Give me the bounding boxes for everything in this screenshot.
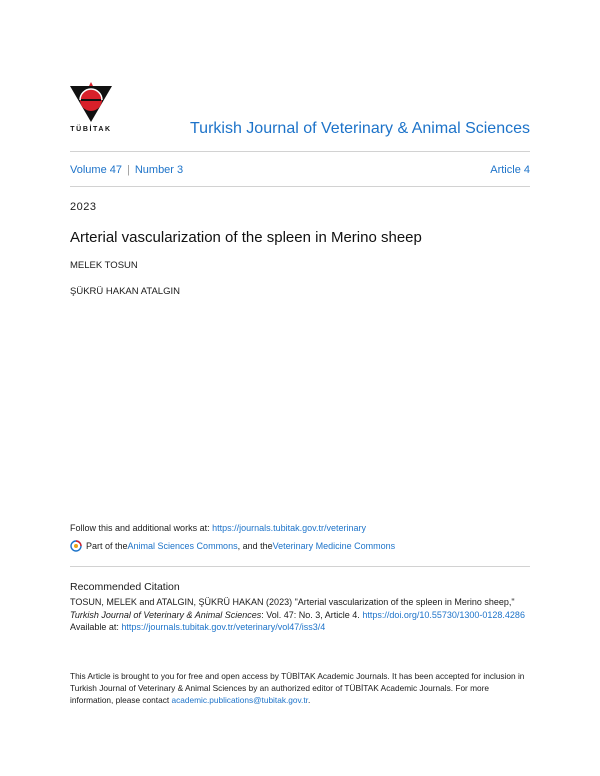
contact-email-link[interactable]: academic.publications@tubitak.gov.tr <box>171 695 308 705</box>
recommended-citation-heading: Recommended Citation <box>70 581 180 593</box>
author-2[interactable]: ŞÜKRÜ HAKAN ATALGIN <box>70 286 180 297</box>
citation-journal: Turkish Journal of Veterinary & Animal Sciences <box>70 609 262 620</box>
logo-text: TÜBİTAK <box>70 126 112 133</box>
part-of-prefix: Part of the <box>86 541 128 551</box>
available-prefix: Available at: <box>70 622 122 632</box>
access-notice <box>70 670 530 706</box>
article-link[interactable]: Article 4 <box>490 164 530 176</box>
notice-text: This Article is brought to you for free and open access by TÜBİTAK Academic Journals. It has been accepted for inclusion in Turkish Journal of Veterinary & Animal Sciences by an authorized editor of TÜBİTAK Academic Journals. For more information, please contact <box>70 671 525 705</box>
follow-line <box>70 523 366 533</box>
journal-title[interactable]: Turkish Journal of Veterinary & Animal Sciences <box>189 120 530 137</box>
volume-link[interactable]: Volume 47 <box>70 164 122 176</box>
citation-divider <box>70 566 530 567</box>
top-divider <box>70 151 530 152</box>
issue-link[interactable]: Number 3 <box>134 164 184 176</box>
tubitak-logo-icon <box>66 80 116 126</box>
doi-link[interactable]: https://doi.org/10.55730/1300-0128.4286 <box>362 609 525 620</box>
citation-text-2: : Vol. 47: No. 3, Article 4. <box>261 609 363 620</box>
available-link[interactable]: https://journals.tubitak.gov.tr/veterinary/vol47/iss3/4 <box>121 622 326 632</box>
meta-divider <box>70 186 530 187</box>
notice-end: . <box>307 695 311 705</box>
publication-year: 2023 <box>70 201 97 213</box>
author-1[interactable]: MELEK TOSUN <box>70 260 138 271</box>
veterinary-medicine-commons-link[interactable]: Veterinary Medicine Commons <box>272 541 396 551</box>
issue-meta <box>70 164 530 178</box>
part-of-line <box>70 540 395 552</box>
paper-title: Arterial vascularization of the spleen in Merino sheep <box>70 229 422 246</box>
creative-commons-icon <box>70 540 82 552</box>
part-of-middle: , and the <box>237 541 273 551</box>
follow-prefix: Follow this and additional works at: <box>70 523 213 533</box>
citation-text <box>70 596 530 634</box>
animal-sciences-commons-link[interactable]: Animal Sciences Commons <box>127 541 238 551</box>
meta-separator: | <box>126 164 130 176</box>
tubitak-logo <box>66 80 116 140</box>
citation-text-1: TOSUN, MELEK and ATALGIN, ŞÜKRÜ HAKAN (2023) "Arterial vascularization of the spleen in Merino sheep," <box>70 597 515 607</box>
follow-link[interactable]: https://journals.tubitak.gov.tr/veterinary <box>212 523 366 533</box>
